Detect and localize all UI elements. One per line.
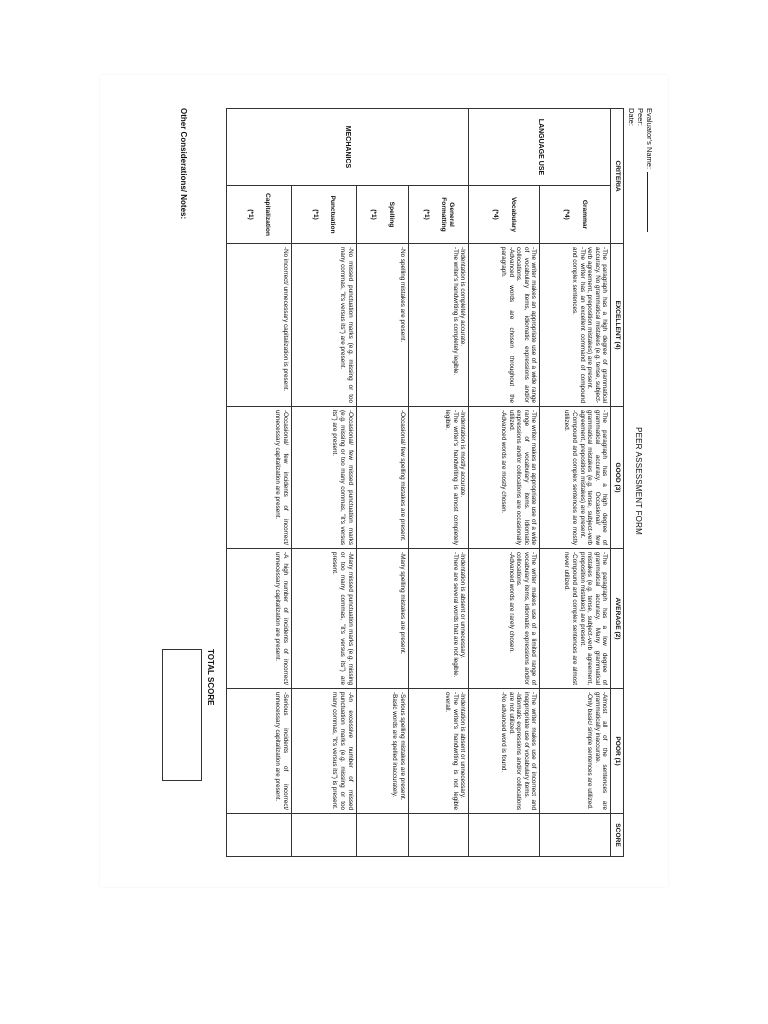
descriptor: -Advanced words are mostly chosen.: [500, 410, 507, 514]
group-mechanics: MECHANICS: [227, 109, 469, 186]
descriptor: -The paragraph has a high degree of grammatical accuracy. No grammatical mistakes (e.g. tense, subject-verb agreement, preposition mistakes) are present.: [586, 247, 609, 404]
cell-good: [291, 407, 356, 549]
descriptor: -The writer makes use of incorrect and inappropriate use of vocabulary items.: [522, 692, 538, 811]
cell-excellent: [469, 244, 540, 407]
cell-excellent: [227, 244, 292, 407]
cell-poor: [469, 689, 540, 814]
cell-average: [408, 549, 469, 689]
total-score-label: TOTAL SCORE: [206, 649, 215, 706]
descriptor: -An excessive number of missed punctuation marks (e.g. missing or too many commas, "it's versus its") is present.: [331, 692, 354, 811]
descriptor: -Many spelling mistakes are present.: [398, 552, 406, 655]
total-score-box[interactable]: [162, 649, 202, 781]
average-header: AVERAGE (2): [611, 549, 624, 689]
descriptor: -The writer's handwriting is almost completely legible.: [444, 410, 459, 546]
table-row: [469, 109, 540, 857]
criterion-label: Spelling: [387, 201, 395, 228]
other-considerations-label: Other Considerations/ Notes:: [179, 108, 188, 220]
criterion-label: Punctuation: [329, 195, 337, 234]
table-row: [291, 109, 356, 857]
descriptor: -Only basic/ simple sentences are utilized.: [586, 692, 594, 810]
descriptor: -The writer has an excellent command of compound and complex sentences.: [571, 247, 586, 404]
cell-good: [356, 407, 408, 549]
score-cell[interactable]: [227, 814, 292, 857]
descriptor: -Advanced words are rarely chosen.: [507, 552, 515, 653]
descriptor: -No spelling mistakes are present.: [398, 247, 406, 343]
descriptor: -Indentation is absent or unnecessary.: [459, 692, 467, 799]
cell-poor: [291, 689, 356, 814]
descriptor: -The writer makes an appropriate use of a wide range of vocabulary items, idiomatic expressions and/or collocations.: [515, 247, 538, 404]
descriptor: -No missed punctuation marks (e.g. missing or too many commas, "it's versus its") are present.: [338, 247, 354, 404]
cell-good: [408, 407, 469, 549]
descriptor: -A high number of incidents of incorrect/ unnecessary capitalization are present.: [274, 552, 289, 686]
score-cell[interactable]: [291, 814, 356, 857]
poor-header: POOR (1): [611, 689, 624, 814]
peer-label: Peer:: [636, 108, 645, 126]
descriptor: -Indentation is mostly accurate.: [459, 410, 467, 498]
cell-excellent: [540, 244, 611, 407]
descriptor: -The writer makes an appropriate use of a wide range of vocabulary items. Idiomatic expressions and/or collocations are occasionally utilized.: [507, 410, 538, 546]
descriptor: -Indentation is completely accurate.: [459, 247, 467, 347]
criterion-capitalization: [227, 186, 292, 244]
score-cell[interactable]: [540, 814, 611, 857]
document-sheet: [100, 75, 668, 887]
criterion-weight: (*1): [370, 209, 378, 220]
cell-average: [356, 549, 408, 689]
score-cell[interactable]: [469, 814, 540, 857]
table-row: [227, 109, 292, 857]
criterion-weight: (*4): [492, 209, 500, 220]
descriptor: -Compound and complex sentences are almost never utilized.: [563, 552, 579, 686]
descriptor: -Almost all of the sentences are grammatically inaccurate.: [593, 692, 609, 811]
descriptor: -The paragraph has a low degree of grammatical accuracy. Many grammatical mistakes (e.g. tense, subject-verb agreement, preposition mistakes) are present.: [578, 552, 609, 686]
descriptor: -The writer's handwriting is not legible overall.: [444, 692, 459, 811]
criterion-vocabulary: [469, 186, 540, 244]
criterion-punctuation: [291, 186, 356, 244]
cell-average: [227, 549, 292, 689]
cell-excellent: [291, 244, 356, 407]
cell-average: [540, 549, 611, 689]
score-header: SCORE: [611, 814, 624, 857]
peer-assessment-page: [100, 75, 668, 887]
table-row: [408, 109, 469, 857]
cell-average: [291, 549, 356, 689]
descriptor: -Serious incidents of incorrect/ unnecessary capitalization are present.: [274, 692, 289, 811]
cell-excellent: [356, 244, 408, 407]
good-header: GOOD (3): [611, 407, 624, 549]
evaluator-name-line: [647, 172, 648, 232]
evaluator-name-label: Evaluator's Name:: [645, 108, 654, 170]
criterion-weight: (*1): [246, 209, 254, 220]
criterion-label: General Formatting: [440, 197, 455, 232]
descriptor: -Serious spelling mistakes are present.: [398, 692, 406, 801]
criterion-weight: (*4): [563, 209, 571, 220]
descriptor: -The writer's handwriting is completely legible.: [451, 247, 459, 376]
criterion-spelling: [356, 186, 408, 244]
excellent-header: EXCELLENT (4): [611, 244, 624, 407]
descriptor: -Occasional/ few spelling mistakes are present.: [398, 410, 406, 542]
criterion-label: Capitalization: [264, 193, 272, 236]
criterion-label: Vocabulary: [509, 196, 517, 233]
criterion-weight: (*1): [311, 209, 319, 220]
criteria-header: CRITERIA: [611, 109, 624, 244]
descriptor: -Occasional/ few incidents of incorrect/ unnecessary capitalization are present.: [274, 410, 289, 546]
group-language-use: LANGUAGE USE: [469, 109, 611, 186]
descriptor: -Advanced words are chosen throughout the paragraph.: [500, 247, 515, 404]
header-row: [611, 109, 624, 857]
descriptor: -No incorrect/ unnecessary capitalization is present.: [281, 247, 289, 392]
rubric-table: [226, 108, 624, 857]
descriptor: -Occasional/ few missed punctuation marks (e.g. missing or too many commas, "it's versus its") are present.: [331, 410, 354, 546]
descriptor: -Indentation is absent or unnecessary.: [459, 552, 467, 659]
table-row: [356, 109, 408, 857]
descriptor: -Basic words are spelled inaccurately.: [391, 692, 399, 798]
form-title: PEER ASSESSMENT FORM: [634, 427, 643, 535]
descriptor: -No advanced word is found.: [500, 692, 507, 773]
descriptor: -Many missed punctuation marks (e.g. missing or too many commas, "it's versus its") are present.: [331, 552, 354, 686]
table-row: [540, 109, 611, 857]
cell-good: [227, 407, 292, 549]
criterion-label: Grammar: [580, 199, 588, 230]
score-cell[interactable]: [408, 814, 469, 857]
cell-poor: [408, 689, 469, 814]
cell-poor: [356, 689, 408, 814]
descriptor: -There are several words that are not legible.: [451, 552, 459, 678]
cell-good: [469, 407, 540, 549]
criterion-grammar: [540, 186, 611, 244]
cell-poor: [227, 689, 292, 814]
cell-poor: [540, 689, 611, 814]
descriptor: -Compound and complex sentences are mostly utilized.: [563, 410, 579, 546]
date-label: Date:: [627, 108, 636, 126]
cell-average: [469, 549, 540, 689]
descriptor: -Idiomatic expressions and/or collocations are not utilized.: [507, 692, 523, 811]
descriptor: -The paragraph has a high degree of grammatical accuracy. Occasional/ few grammatical mistakes (e.g. tense, subject-verb agreement, preposition mistakes) are present.: [578, 410, 609, 546]
criterion-general-formatting: [408, 186, 469, 244]
cell-good: [540, 407, 611, 549]
score-cell[interactable]: [356, 814, 408, 857]
cell-excellent: [408, 244, 469, 407]
criterion-weight: (*1): [422, 209, 430, 220]
descriptor: -The writer makes use of a limited range of vocabulary items, idiomatic expressions and/or collocations.: [515, 552, 538, 686]
